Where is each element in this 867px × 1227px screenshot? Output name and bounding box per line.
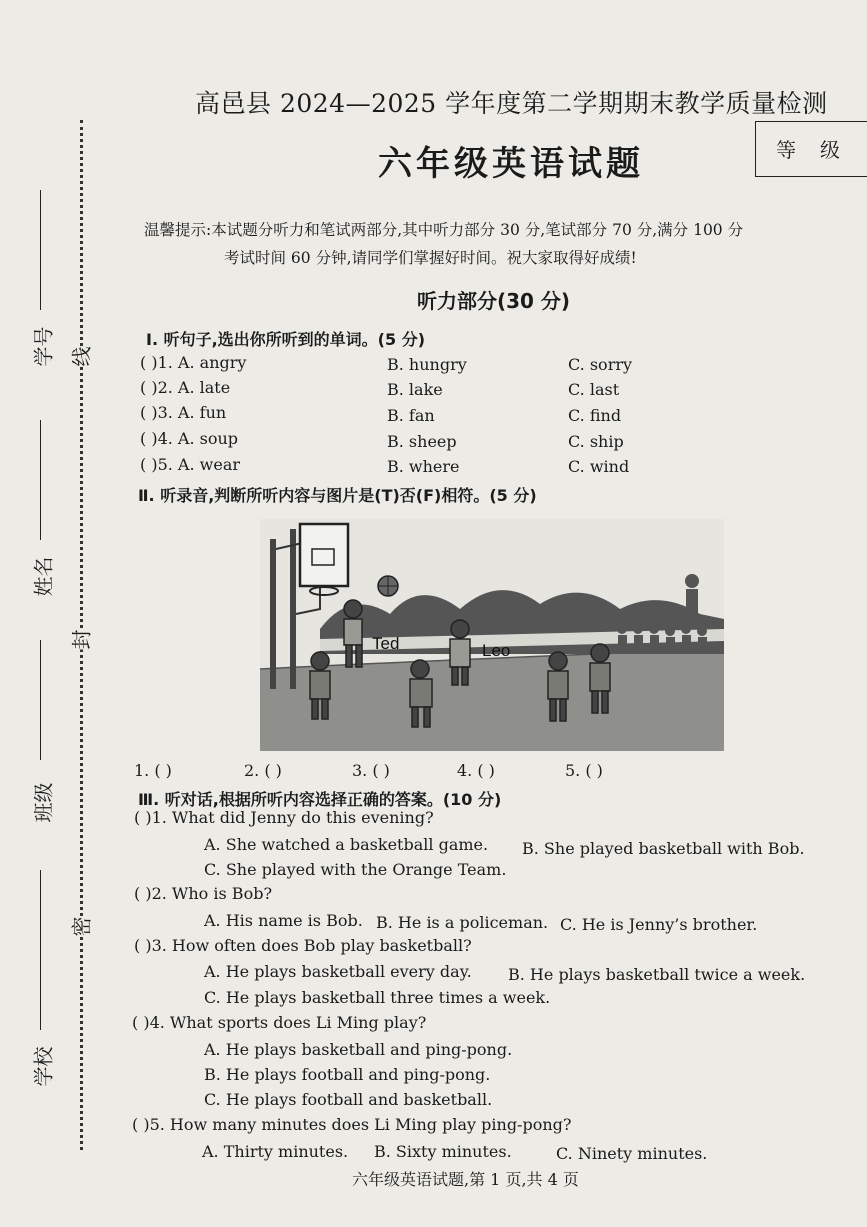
tip-line-1: 温馨提示:本试题分听力和笔试两部分,其中听力部分 30 分,笔试部分 70 分,满分 100 分	[144, 221, 744, 239]
s1-q2-a: ( )2. A. late	[140, 378, 231, 397]
s3-q3-c: C. He plays basketball three times a week.	[204, 988, 551, 1007]
s3-q2-stem: ( )2. Who is Bob?	[134, 884, 273, 903]
pic-label-leo: Leo	[482, 641, 511, 660]
s1-q5-b: B. where	[387, 457, 460, 476]
name-line	[40, 420, 41, 540]
s1-q1-a: ( )1. A. angry	[140, 353, 247, 372]
grade-label: 等级	[776, 138, 864, 162]
s3-q1-a: A. She watched a basketball game.	[204, 835, 489, 854]
class-label: 班级	[31, 782, 56, 823]
listening-heading: 听力部分(30 分)	[417, 289, 571, 313]
s3-q4-stem: ( )4. What sports does Li Ming play?	[132, 1013, 427, 1032]
student-id-label: 学号	[31, 326, 56, 367]
s1-q4-a: ( )4. A. soup	[140, 429, 239, 448]
section1-heading: Ⅰ. 听句子,选出你所听到的单词。(5 分)	[146, 330, 426, 349]
s3-q5-c: C. Ninety minutes.	[556, 1144, 708, 1163]
s3-q1-b: B. She played basketball with Bob.	[522, 839, 805, 858]
s1-q4-b: B. sheep	[387, 432, 457, 451]
s3-q3-a: A. He plays basketball every day.	[204, 962, 472, 981]
s1-q2-c: C. last	[568, 380, 620, 399]
s2-answer-4: 4. ( )	[457, 761, 495, 780]
school-line	[40, 870, 41, 1030]
s2-answer-1: 1. ( )	[134, 761, 172, 780]
s3-q4-c: C. He plays football and basketball.	[204, 1090, 493, 1109]
section2-heading: Ⅱ. 听录音,判断所听内容与图片是(T)否(F)相符。(5 分)	[138, 486, 537, 505]
basketball-picture	[260, 519, 724, 751]
s3-q2-c: C. He is Jenny’s brother.	[560, 915, 758, 934]
school-label: 学校	[31, 1046, 56, 1087]
student-id-line	[40, 190, 41, 310]
s3-q1-stem: ( )1. What did Jenny do this evening?	[134, 808, 434, 827]
tip-line-2: 考试时间 60 分钟,请同学们掌握好时间。祝大家取得好成绩!	[224, 249, 637, 267]
s1-q2-b: B. lake	[387, 380, 443, 399]
s3-q4-b: B. He plays football and ping-pong.	[204, 1065, 491, 1084]
s3-q5-stem: ( )5. How many minutes does Li Ming play ping-pong?	[132, 1115, 572, 1134]
s3-q4-a: A. He plays basketball and ping-pong.	[204, 1040, 513, 1059]
s1-q3-c: C. find	[568, 406, 622, 425]
s1-q4-c: C. ship	[568, 432, 624, 451]
s2-answer-5: 5. ( )	[565, 761, 603, 780]
s1-q1-c: C. sorry	[568, 355, 633, 374]
page-footer: 六年级英语试题,第 1 页,共 4 页	[352, 1170, 579, 1189]
exam-title: 高邑县 2024—2025 学年度第二学期期末教学质量检测	[195, 89, 828, 118]
s1-q1-b: B. hungry	[387, 355, 467, 374]
s1-q3-a: ( )3. A. fun	[140, 403, 227, 422]
s2-answer-3: 3. ( )	[352, 761, 390, 780]
line-mark: 线	[66, 347, 95, 367]
seal-mark: 封	[66, 630, 95, 650]
s1-q5-c: C. wind	[568, 457, 630, 476]
s1-q5-a: ( )5. A. wear	[140, 455, 240, 474]
main-title: 六年级英语试题	[378, 144, 644, 184]
pic-label-ted: Ted	[372, 634, 400, 653]
s1-q3-b: B. fan	[387, 406, 435, 425]
class-line	[40, 640, 41, 760]
name-label: 姓名	[31, 556, 56, 597]
s3-q2-b: B. He is a policeman.	[376, 913, 549, 932]
secret-mark: 密	[66, 917, 95, 937]
section3-heading: Ⅲ. 听对话,根据所听内容选择正确的答案。(10 分)	[138, 790, 502, 809]
s3-q5-a: A. Thirty minutes.	[202, 1142, 349, 1161]
s3-q1-c: C. She played with the Orange Team.	[204, 860, 507, 879]
s3-q3-b: B. He plays basketball twice a week.	[508, 965, 806, 984]
grade-box	[755, 121, 867, 177]
s3-q3-stem: ( )3. How often does Bob play basketball?	[134, 936, 472, 955]
s2-answer-2: 2. ( )	[244, 761, 282, 780]
s3-q5-b: B. Sixty minutes.	[374, 1142, 512, 1161]
s3-q2-a: A. His name is Bob.	[204, 911, 363, 930]
